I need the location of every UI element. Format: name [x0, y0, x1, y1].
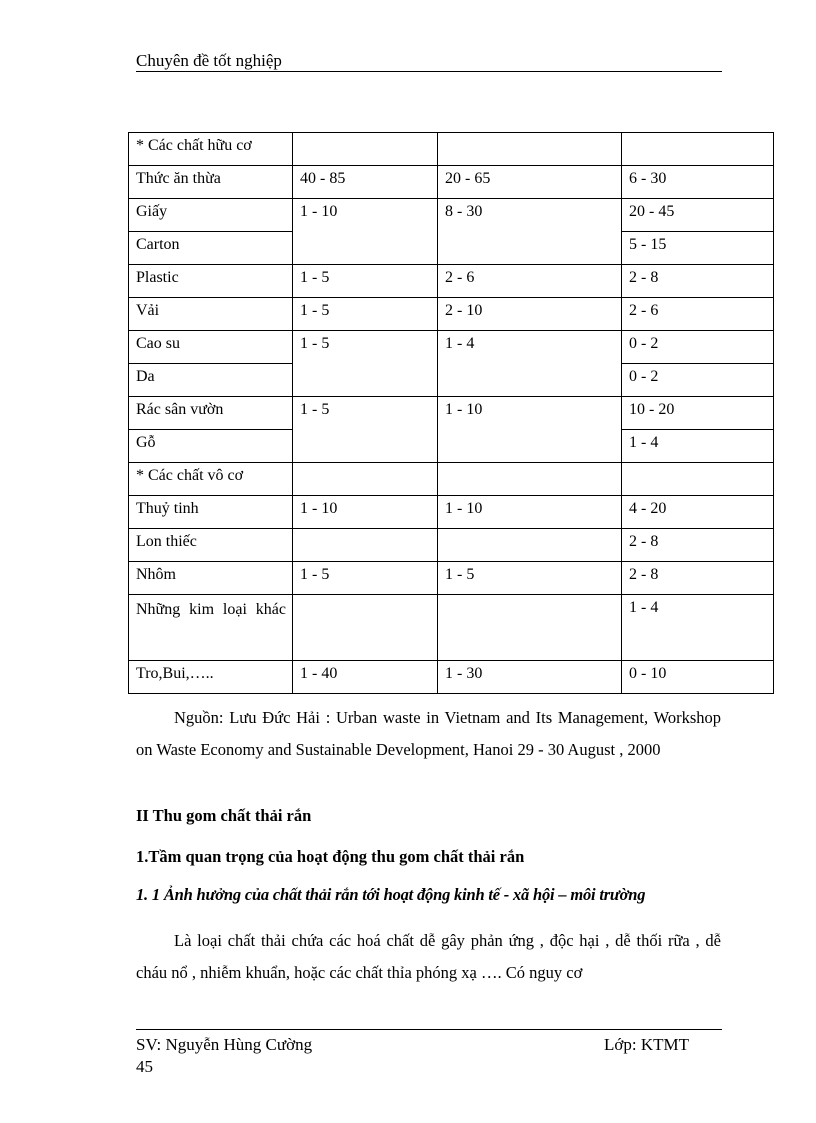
table-row [129, 529, 774, 562]
row-label: * Các chất hữu cơ [129, 133, 293, 166]
table-row [129, 133, 774, 166]
table-cell: 40 - 85 [293, 166, 438, 199]
table-cell [622, 133, 774, 166]
table-row [129, 562, 774, 595]
table-cell: 1 - 5 [293, 562, 438, 595]
table-row [129, 331, 774, 364]
table-cell: 2 - 6 [438, 265, 622, 298]
row-label: Giấy [129, 199, 293, 232]
row-label: Tro,Bui,….. [129, 661, 293, 694]
table-cell: 1 - 30 [438, 661, 622, 694]
row-label: Carton [129, 232, 293, 265]
table-row [129, 595, 774, 661]
table-cell: 1 - 10 [438, 496, 622, 529]
row-label: * Các chất vô cơ [129, 463, 293, 496]
footer-student: SV: Nguyễn Hùng Cường [136, 1035, 313, 1054]
table-cell: 1 - 4 [438, 331, 622, 397]
table-cell [438, 133, 622, 166]
table-cell: 1 - 10 [438, 397, 622, 463]
row-label: Vải [129, 298, 293, 331]
table-cell: 1 - 5 [293, 331, 438, 397]
table-row [129, 397, 774, 430]
table-cell [438, 529, 622, 562]
document-header: Chuyên đề tốt nghiệp [136, 51, 282, 70]
table-cell: 1 - 10 [293, 496, 438, 529]
waste-composition-table [128, 132, 774, 694]
table-cell [622, 463, 774, 496]
table-cell: 2 - 8 [622, 265, 774, 298]
table-cell [293, 463, 438, 496]
table-cell: 20 - 45 [622, 199, 774, 232]
table-row [129, 265, 774, 298]
table-row [129, 166, 774, 199]
table-cell [438, 595, 622, 661]
row-label: Da [129, 364, 293, 397]
table-row [129, 496, 774, 529]
row-label: Lon thiếc [129, 529, 293, 562]
table-cell: 10 - 20 [622, 397, 774, 430]
page-number: 45 [136, 1057, 153, 1076]
body-paragraph: Là loại chất thải chứa các hoá chất dễ gây phản ứng , độc hại , dễ thối rữa , dễ cháu nổ , nhiễm khuẩn, hoặc các chất thỉa phóng xạ …. Có nguy cơ [136, 931, 721, 982]
row-label: Nhôm [129, 562, 293, 595]
table-cell: 2 - 8 [622, 529, 774, 562]
table-cell: 1 - 40 [293, 661, 438, 694]
table-row [129, 463, 774, 496]
table-cell: 1 - 5 [293, 298, 438, 331]
table-cell: 1 - 5 [293, 397, 438, 463]
table-cell: 20 - 65 [438, 166, 622, 199]
table-cell: 4 - 20 [622, 496, 774, 529]
table-row [129, 298, 774, 331]
table-cell [293, 133, 438, 166]
table-row [129, 661, 774, 694]
header-divider [136, 71, 722, 72]
table-cell: 8 - 30 [438, 199, 622, 265]
table-cell: 2 - 8 [622, 562, 774, 595]
table-cell: 1 - 10 [293, 199, 438, 265]
table-cell: 5 - 15 [622, 232, 774, 265]
table-cell: 0 - 2 [622, 364, 774, 397]
sub-subsection-heading: 1. 1 Ảnh hưởng của chất thải rắn tới hoạt động kinh tế - xã hội – môi trường [136, 885, 646, 904]
subsection-heading: 1.Tầm quan trọng của hoạt động thu gom chất thải rắn [136, 847, 525, 866]
table-cell: 1 - 5 [438, 562, 622, 595]
table-cell [293, 529, 438, 562]
table-row [129, 199, 774, 232]
table-cell: 2 - 10 [438, 298, 622, 331]
table-cell: 6 - 30 [622, 166, 774, 199]
source-note: Nguồn: Lưu Đức Hải : Urban waste in Vietnam and Its Management, Workshop on Waste Economy and Sustainable Development, Hanoi 29 - 30 August , 2000 [136, 708, 721, 759]
row-label: Những kim loại khác [129, 595, 293, 661]
section-heading: II Thu gom chất thải rắn [136, 806, 312, 825]
table-cell: 1 - 5 [293, 265, 438, 298]
row-label: Thức ăn thừa [129, 166, 293, 199]
footer-class: Lớp: KTMT [604, 1035, 690, 1054]
row-label: Gỗ [129, 430, 293, 463]
table-cell: 0 - 2 [622, 331, 774, 364]
table-cell [438, 463, 622, 496]
row-label: Plastic [129, 265, 293, 298]
row-label: Thuỷ tinh [129, 496, 293, 529]
table-cell: 0 - 10 [622, 661, 774, 694]
table-cell: 2 - 6 [622, 298, 774, 331]
table-cell [293, 595, 438, 661]
table-cell: 1 - 4 [622, 595, 774, 661]
row-label: Cao su [129, 331, 293, 364]
footer-divider [136, 1029, 722, 1030]
row-label: Rác sân vườn [129, 397, 293, 430]
table-cell: 1 - 4 [622, 430, 774, 463]
